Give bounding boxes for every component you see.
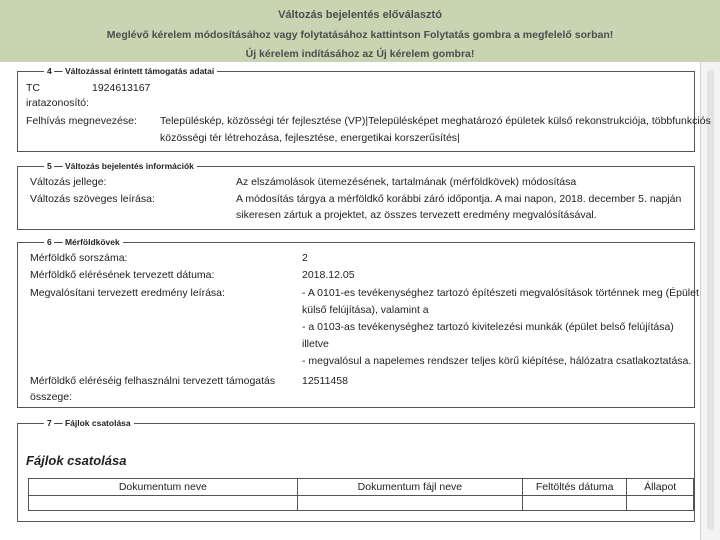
section-7-legend: 7 — Fájlok csatolása xyxy=(47,418,131,428)
change-desc-line-2: sikeresen zártuk a projektet, az összes tervezett eredmény megvalósításával. xyxy=(236,209,597,221)
col-upload-date: Feltöltés dátuma xyxy=(523,479,627,496)
cell xyxy=(627,496,694,511)
call-label: Felhívás megnevezése: xyxy=(26,115,137,127)
milestone-date-value: 2018.12.05 xyxy=(302,269,355,281)
cell xyxy=(523,496,627,511)
amount-value: 12511458 xyxy=(302,375,348,387)
change-desc-line-1: A módosítás tárgya a mérföldkő korábbi záró időpontja. A mai napon, 2018. december 5. napján xyxy=(236,193,682,205)
change-desc-label: Változás szöveges leírása: xyxy=(30,193,155,205)
banner-instruction-continue: Meglévő kérelem módosításához vagy folytatásához kattintson Folytatás gombra a megfelelő sorban! xyxy=(106,29,614,41)
id-label: iratazonosító: xyxy=(26,97,90,109)
change-type-label: Változás jellege: xyxy=(30,176,107,188)
cell xyxy=(29,496,298,511)
result-line-5: - megvalósul a napelemes rendszer teljes körű kiépítése, hálózatra csatlakoztatása. xyxy=(302,355,692,367)
section-4-legend: 4 — Változással érintett támogatás adatai xyxy=(47,66,215,76)
change-type-value: Az elszámolások ütemezésének, tartalmának (mérföldkövek) módosítása xyxy=(236,176,577,188)
table-header-row xyxy=(29,479,694,496)
attachments-table xyxy=(28,478,694,511)
cell xyxy=(297,496,522,511)
section-6-legend: 6 — Mérföldkövek xyxy=(47,237,120,247)
milestone-result-label: Megvalósítani tervezett eredmény leírása: xyxy=(30,287,225,299)
result-line-3: - a 0103-as tevékenységhez tartozó kivitelezési munkák (épület belső felújítása) xyxy=(302,321,674,333)
col-status: Állapot xyxy=(627,479,694,496)
milestone-seq-value: 2 xyxy=(302,252,308,264)
attachments-heading: Fájlok csatolása xyxy=(26,453,127,468)
tc-label: TC xyxy=(26,82,40,94)
amount-label-line-2: összege: xyxy=(30,391,73,403)
table-row xyxy=(29,496,694,511)
result-line-1: - A 0101-es tevékenységhez tartozó építészeti megvalósítások történnek meg (Épület xyxy=(302,287,699,299)
result-line-2: külső felújítása), valamint a xyxy=(302,304,429,316)
banner-title: Változás bejelentés előválasztó xyxy=(278,9,442,21)
scrollbar[interactable] xyxy=(700,62,720,540)
call-name-line-2: közösségi tér létrehozása, fejlesztése, energetikai korszerűsítés| xyxy=(160,132,460,144)
tc-value: 1924613167 xyxy=(92,82,151,94)
preselector-banner xyxy=(0,0,720,62)
col-file-name: Dokumentum fájl neve xyxy=(297,479,522,496)
section-5-legend: 5 — Változás bejelentés információk xyxy=(47,161,194,171)
milestone-seq-label: Mérföldkő sorszáma: xyxy=(30,252,128,264)
result-line-4: illetve xyxy=(302,338,329,350)
scrollbar-thumb[interactable] xyxy=(707,70,714,530)
amount-label-line-1: Mérföldkő eléréséig felhasználni tervezett támogatás xyxy=(30,375,276,387)
col-doc-name: Dokumentum neve xyxy=(29,479,298,496)
call-name-line-1: Településkép, közösségi tér fejlesztése (VP)|Településképet meghatározó épületek külső rekonstrukciója, többfunkciós xyxy=(160,115,711,127)
milestone-date-label: Mérföldkő elérésének tervezett dátuma: xyxy=(30,269,215,281)
banner-instruction-new: Új kérelem indításához az Új kérelem gombra! xyxy=(245,48,475,60)
